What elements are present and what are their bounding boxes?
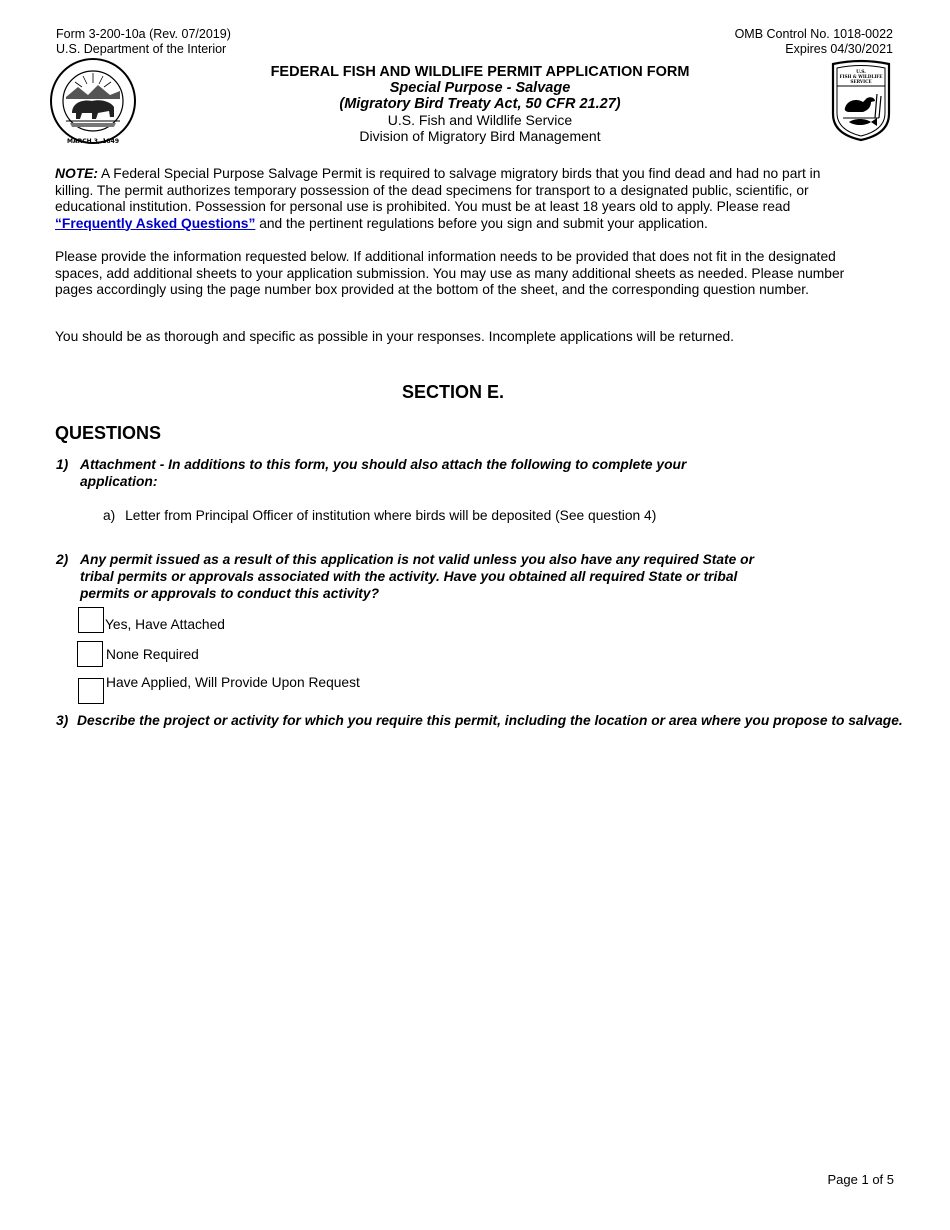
question-3-text: Describe the project or activity for which you require this permit, including the location or area where you propose to salvage. xyxy=(77,713,903,728)
option-yes-have-attached-label: Yes, Have Attached xyxy=(105,617,225,632)
department-name: U.S. Department of the Interior xyxy=(56,42,227,56)
option-have-applied-label: Have Applied, Will Provide Upon Request xyxy=(106,675,360,690)
note-text: A Federal Special Purpose Salvage Permit is required to salvage migratory birds that you find dead and had no part in killing. The permit authorizes temporary possession of the dead specimens for transport to a designated public, scientific, or educational institution. Possession for personal use is prohibited. You must be at least 18 years old to apply. Please read xyxy=(55,166,821,214)
question-1 xyxy=(56,456,736,496)
attachment-item-a xyxy=(103,508,656,523)
note-paragraph xyxy=(55,166,845,232)
form-title-block xyxy=(200,64,760,144)
form-subtitle: Special Purpose - Salvage xyxy=(389,80,571,96)
option-none-required-label: None Required xyxy=(106,647,199,662)
expiration-date: Expires 04/30/2021 xyxy=(785,42,893,56)
faq-link[interactable]: “Frequently Asked Questions” xyxy=(55,215,256,231)
note-text-end: and the pertinent regulations before you sign and submit your application. xyxy=(255,215,708,231)
instructions-paragraph: Please provide the information requested below. If additional information needs to be provided that does not fit in the designated spaces, add additional sheets to your application submission. You may use as many additional sheets as needed. Please number pages accordingly using the page number box provided at the bottom of the sheet, and the corresponding question number. xyxy=(55,249,845,297)
fws-shield-logo xyxy=(827,58,895,142)
attachment-item-text: Letter from Principal Officer of institution where birds will be deposited (See question 4) xyxy=(125,508,657,523)
question-3-number: 3) xyxy=(56,713,69,728)
form-number: Form 3-200-10a (Rev. 07/2019) xyxy=(56,27,231,41)
agency-name: U.S. Fish and Wildlife Service xyxy=(387,112,573,128)
question-2-number: 2) xyxy=(56,552,69,567)
questions-heading: QUESTIONS xyxy=(55,423,162,443)
checkbox-yes-have-attached[interactable] xyxy=(78,607,104,633)
division-name: Division of Migratory Bird Management xyxy=(359,128,601,144)
question-2 xyxy=(56,551,776,603)
thoroughness-paragraph: You should be as thorough and specific as possible in your responses. Incomplete applications will be returned. xyxy=(55,329,735,344)
omb-control-number: OMB Control No. 1018-0022 xyxy=(734,27,893,41)
question-2-text: Any permit issued as a result of this application is not valid unless you also have any required State or tribal permits or approvals associated with the activity. Have you obtained all required State or tribal permits or approvals to conduct this activity? xyxy=(80,552,754,601)
checkbox-have-applied[interactable] xyxy=(78,678,104,704)
form-title: FEDERAL FISH AND WILDLIFE PERMIT APPLICATION FORM xyxy=(270,64,690,80)
page-number: Page 1 of 5 xyxy=(827,1172,894,1187)
question-1-number: 1) xyxy=(56,457,69,472)
section-title: SECTION E. xyxy=(401,382,504,402)
checkbox-none-required[interactable] xyxy=(77,641,103,667)
svg-text:FISH & WILDLIFE: FISH & WILDLIFE xyxy=(839,74,883,79)
doi-seal-lettering: MARCH 3, 1849 xyxy=(67,138,119,145)
attachment-item-letter: a) xyxy=(103,508,116,523)
svg-text:U.S.: U.S. xyxy=(856,70,866,75)
doi-seal-logo xyxy=(48,57,138,145)
question-1-text: Attachment - In additions to this form, you should also attach the following to complete your application: xyxy=(80,457,687,489)
note-label: NOTE: xyxy=(55,166,98,181)
form-authority: (Migratory Bird Treaty Act, 50 CFR 21.27) xyxy=(339,96,621,112)
svg-text:SERVICE: SERVICE xyxy=(850,79,872,84)
